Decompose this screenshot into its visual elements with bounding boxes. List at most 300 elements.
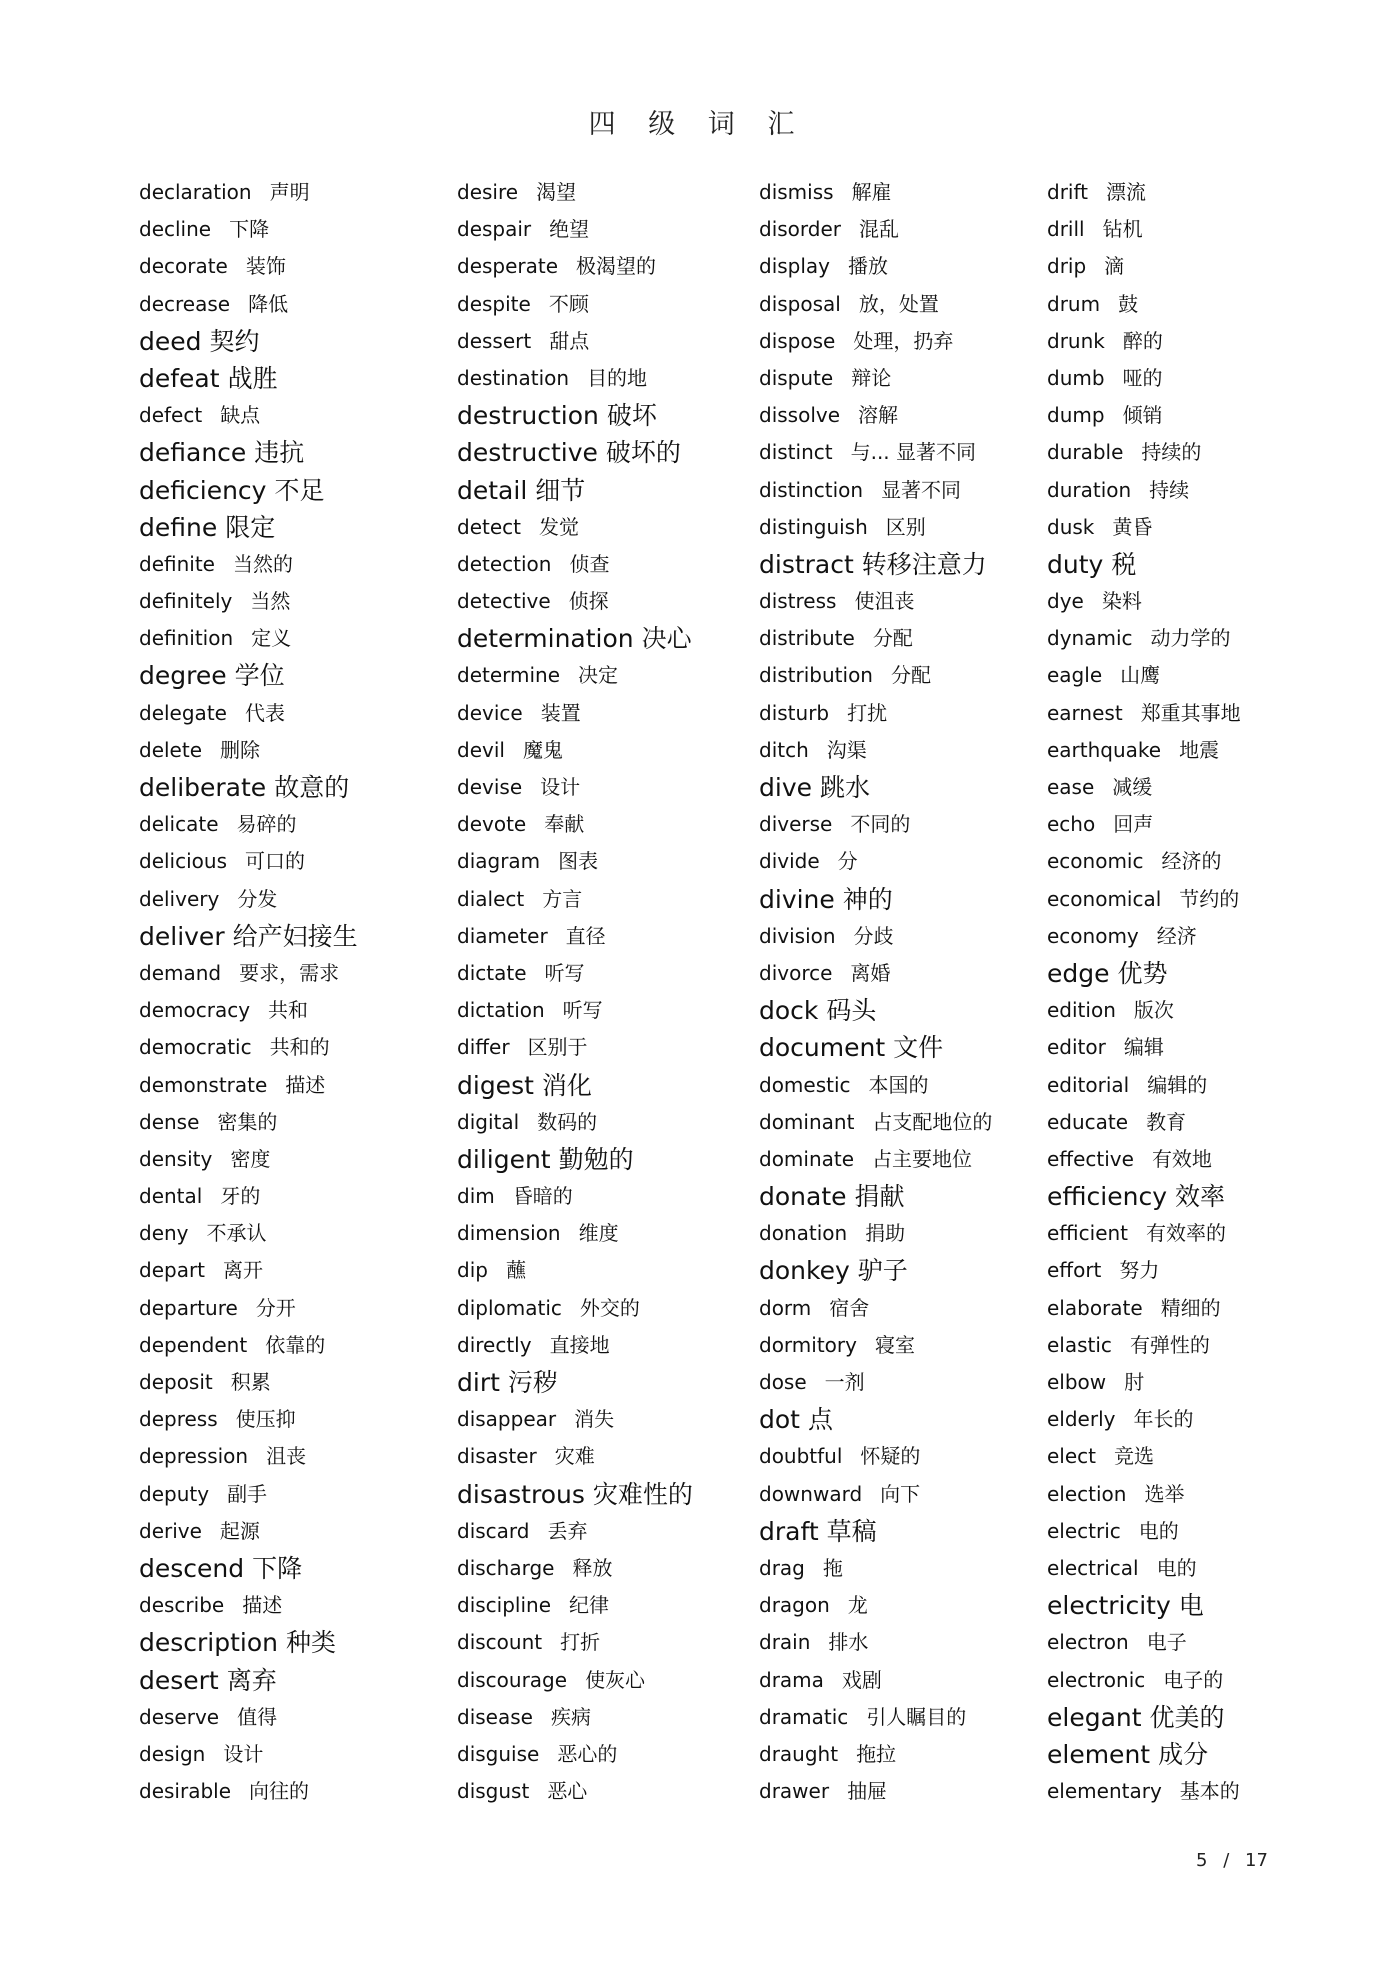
vocab-entry	[139, 248, 358, 285]
vocab-meaning: 决定	[578, 663, 619, 688]
vocab-entry	[139, 881, 358, 918]
vocab-entry	[1047, 992, 1241, 1029]
vocab-entry	[457, 248, 693, 285]
vocab-entry	[139, 360, 358, 397]
vocab-word: distract	[759, 549, 854, 579]
vocab-meaning: 契约	[209, 326, 260, 356]
vocab-word: detective	[457, 589, 551, 614]
vocab-word: deserve	[139, 1704, 220, 1729]
vocab-meaning: 竞选	[1114, 1444, 1155, 1469]
vocab-word: describe	[139, 1593, 225, 1618]
vocab-meaning: 电子的	[1163, 1667, 1224, 1692]
vocab-word: edge	[1047, 958, 1110, 988]
vocab-word: disposal	[759, 291, 841, 316]
vocab-entry	[457, 1141, 693, 1178]
vocab-word: dragon	[759, 1593, 830, 1618]
vocab-meaning: 可口的	[245, 849, 305, 874]
vocab-word: dispute	[759, 365, 834, 390]
vocab-word: deed	[139, 326, 202, 356]
vocab-word: document	[759, 1033, 886, 1063]
vocab-entry	[759, 955, 992, 992]
vocab-meaning: 听写	[544, 960, 585, 985]
vocab-meaning: 漂流	[1106, 180, 1147, 204]
vocab-meaning: 捐助	[865, 1221, 906, 1246]
vocab-entry	[759, 1699, 992, 1736]
vocab-word: depart	[139, 1258, 206, 1283]
vocab-meaning: 滴	[1104, 254, 1125, 279]
vocab-entry	[1047, 881, 1241, 918]
vocab-entry	[457, 509, 693, 546]
vocab-meaning: 基本的	[1179, 1779, 1240, 1804]
vocab-entry	[1047, 657, 1241, 694]
vocab-entry	[457, 769, 693, 806]
vocab-entry	[759, 918, 992, 955]
vocab-word: delicate	[139, 812, 219, 837]
vocab-meaning: 当然	[250, 589, 291, 614]
vocab-entry	[759, 732, 992, 769]
vocab-entry	[759, 1364, 992, 1401]
vocab-word: eagle	[1047, 663, 1103, 688]
vocab-entry	[139, 1699, 358, 1736]
vocab-entry	[457, 1178, 693, 1215]
vocab-word: demand	[139, 960, 222, 985]
vocab-meaning: 种类	[286, 1628, 337, 1658]
vocab-meaning: 经济	[1156, 923, 1197, 948]
vocab-meaning: 拖拉	[856, 1741, 897, 1766]
vocab-meaning: 奉献	[544, 812, 585, 837]
vocab-entry	[139, 1104, 358, 1141]
vocab-meaning: 极渴望的	[576, 254, 657, 279]
vocab-entry	[457, 620, 693, 657]
vocab-word: design	[139, 1741, 206, 1766]
vocab-word: drawer	[759, 1779, 830, 1804]
vocab-entry	[759, 360, 992, 397]
vocab-word: despair	[457, 217, 532, 242]
vocab-meaning: 打折	[560, 1630, 601, 1655]
vocab-meaning: 当然的	[232, 551, 293, 576]
vocab-entry	[759, 881, 992, 918]
vocab-word: dye	[1047, 589, 1084, 614]
vocab-word: educate	[1047, 1109, 1129, 1134]
vocab-entry	[457, 1476, 693, 1513]
vocab-meaning: 甜点	[549, 328, 590, 353]
vocab-entry	[139, 286, 358, 323]
vocab-meaning: 装饰	[245, 254, 286, 279]
vocab-word: drift	[1047, 180, 1089, 204]
vocab-entry	[139, 1327, 358, 1364]
vocab-entry	[457, 1067, 693, 1104]
vocab-word: detect	[457, 514, 521, 539]
vocab-entry	[457, 434, 693, 471]
vocab-word: donation	[759, 1221, 848, 1246]
vocab-word: dispose	[759, 328, 836, 353]
vocab-entry	[457, 843, 693, 880]
vocab-entry	[1047, 1624, 1241, 1661]
vocab-entry	[457, 546, 693, 583]
vocab-meaning: 抽屉	[847, 1779, 888, 1804]
vocab-word: descend	[139, 1553, 245, 1583]
vocab-meaning: 使沮丧	[854, 589, 915, 614]
vocab-word: define	[139, 512, 218, 542]
vocab-meaning: 文件	[893, 1033, 944, 1063]
vocab-meaning: 故意的	[274, 773, 350, 802]
vocab-meaning: 渴望	[536, 180, 577, 204]
vocab-meaning: 减缓	[1112, 775, 1153, 799]
vocab-entry	[759, 620, 992, 657]
vocab-entry	[139, 1476, 358, 1513]
vocab-entry	[1047, 360, 1241, 397]
vocab-entry	[1047, 1587, 1241, 1624]
vocab-entry	[139, 657, 358, 694]
vocab-entry	[457, 583, 693, 620]
vocab-meaning: 离婚	[850, 960, 891, 985]
vocab-meaning: 给产妇接生	[232, 921, 358, 951]
vocab-meaning: 易碎的	[236, 812, 297, 837]
vocab-word: dock	[759, 996, 819, 1026]
vocab-word: derive	[139, 1518, 202, 1543]
vocab-word: dessert	[457, 328, 532, 353]
vocab-entry	[139, 509, 358, 546]
vocab-meaning: 捐献	[854, 1182, 905, 1212]
vocab-entry	[139, 1215, 358, 1252]
vocab-entry	[1047, 1401, 1241, 1438]
vocab-entry	[1047, 1662, 1241, 1699]
vocab-meaning: 方言	[542, 886, 583, 911]
vocab-meaning: 释放	[572, 1555, 613, 1580]
vocab-meaning: 经济的	[1161, 849, 1222, 874]
vocab-word: decrease	[139, 291, 231, 316]
vocab-word: ease	[1047, 775, 1095, 799]
vocab-word: duration	[1047, 477, 1132, 502]
vocab-entry	[139, 1513, 358, 1550]
vocab-entry	[457, 1699, 693, 1736]
vocab-meaning: 寝室	[874, 1332, 915, 1357]
vocab-entry	[1047, 1141, 1241, 1178]
vocab-meaning: 向下	[880, 1481, 921, 1506]
vocab-entry	[759, 211, 992, 248]
vocab-meaning: 值得	[237, 1704, 278, 1729]
vocab-entry	[1047, 1178, 1241, 1215]
vocab-meaning: 共和	[268, 998, 309, 1023]
vocab-word: distinction	[759, 477, 864, 502]
vocab-meaning: 依靠的	[265, 1332, 326, 1357]
vocab-word: display	[759, 254, 831, 279]
vocab-meaning: 听写	[562, 998, 603, 1023]
vocab-entry	[1047, 769, 1241, 806]
vocab-entry	[759, 1252, 992, 1289]
vocab-entry	[759, 1773, 992, 1810]
vocab-word: disease	[457, 1704, 533, 1729]
vocab-word: dismiss	[759, 180, 834, 204]
vocab-meaning: 描述	[242, 1593, 283, 1618]
vocab-word: destructive	[457, 438, 598, 468]
vocab-word: definitely	[139, 589, 233, 614]
vocab-meaning: 教育	[1146, 1109, 1187, 1134]
vocab-entry	[457, 1438, 693, 1475]
vocab-word: dramatic	[759, 1704, 849, 1729]
vocab-word: distinct	[759, 440, 833, 465]
vocab-word: determine	[457, 663, 561, 688]
vocab-word: dense	[139, 1109, 200, 1134]
vocab-word: disgust	[457, 1779, 530, 1804]
vocab-word: delegate	[139, 700, 227, 725]
vocab-meaning: 牙的	[220, 1184, 261, 1209]
vocab-entry	[759, 1327, 992, 1364]
vocab-meaning: 维度	[578, 1221, 619, 1246]
vocab-word: defect	[139, 403, 203, 428]
vocab-meaning: 持续	[1149, 477, 1190, 502]
vocab-word: discipline	[457, 1593, 552, 1618]
vocab-word: dump	[1047, 403, 1105, 428]
vocab-entry	[457, 323, 693, 360]
vocab-word: desert	[139, 1665, 219, 1695]
vocab-entry	[1047, 286, 1241, 323]
vocab-word: device	[457, 700, 523, 725]
vocab-meaning: 回声	[1113, 812, 1154, 837]
vocab-entry	[759, 1141, 992, 1178]
vocab-entry	[457, 1252, 693, 1289]
vocab-word: disaster	[457, 1444, 537, 1469]
vocab-word: drama	[759, 1667, 824, 1692]
vocab-meaning: 打扰	[847, 700, 888, 725]
vocab-entry	[457, 695, 693, 732]
vocab-meaning: 分歧	[853, 923, 894, 948]
vocab-entry	[1047, 1736, 1241, 1773]
vocab-meaning: 有效地	[1151, 1146, 1212, 1171]
vocab-word: elect	[1047, 1444, 1097, 1469]
vocab-entry	[1047, 1104, 1241, 1141]
vocab-word: element	[1047, 1739, 1151, 1769]
vocab-entry	[457, 360, 693, 397]
vocab-entry	[1047, 1029, 1241, 1066]
vocab-entry	[1047, 806, 1241, 843]
vocab-word: dependent	[139, 1332, 248, 1357]
vocab-entry	[1047, 918, 1241, 955]
vocab-meaning: 显著不同	[881, 477, 962, 502]
vocab-meaning: 破坏	[606, 401, 657, 431]
vocab-meaning: 占主要地位	[872, 1146, 973, 1171]
vocab-entry	[1047, 1327, 1241, 1364]
vocab-word: electronic	[1047, 1667, 1146, 1692]
vocab-word: defiance	[139, 438, 247, 468]
vocab-entry	[457, 881, 693, 918]
vocab-meaning: 神的	[842, 884, 893, 914]
vocab-meaning: 定义	[251, 626, 292, 651]
vocab-meaning: 违抗	[254, 438, 305, 468]
vocab-entry	[1047, 1550, 1241, 1587]
vocab-meaning: 分	[837, 849, 858, 874]
vocab-word: drunk	[1047, 328, 1105, 353]
vocab-word: donkey	[759, 1256, 850, 1286]
vocab-word: delete	[139, 737, 203, 762]
vocab-entry	[457, 1215, 693, 1252]
vocab-meaning: 电的	[1156, 1555, 1197, 1580]
vocab-meaning: 跳水	[820, 773, 871, 802]
vocab-entry	[139, 1401, 358, 1438]
vocab-word: disturb	[759, 700, 830, 725]
vocab-meaning: 战胜	[227, 363, 278, 393]
vocab-word: elderly	[1047, 1407, 1116, 1432]
vocab-entry	[457, 1364, 693, 1401]
vocab-meaning: 精细的	[1160, 1295, 1221, 1320]
vocab-entry	[759, 1067, 992, 1104]
vocab-meaning: 删除	[220, 737, 261, 762]
vocab-word: discard	[457, 1518, 530, 1543]
vocab-word: density	[139, 1146, 213, 1171]
vocab-word: electric	[1047, 1518, 1121, 1543]
vocab-meaning: 宿舍	[829, 1295, 870, 1320]
vocab-meaning: 钻机	[1102, 217, 1143, 242]
vocab-entry	[139, 1550, 358, 1587]
vocab-word: dictate	[457, 960, 527, 985]
vocab-entry	[759, 1290, 992, 1327]
vocab-word: degree	[139, 661, 227, 691]
vocab-meaning: 一剂	[824, 1370, 865, 1394]
vocab-word: defeat	[139, 363, 220, 393]
vocab-meaning: 有弹性的	[1129, 1332, 1210, 1357]
vocab-meaning: 设计	[540, 775, 581, 799]
vocab-entry	[759, 434, 992, 471]
vocab-word: diplomatic	[457, 1295, 562, 1320]
vocab-meaning: 肘	[1124, 1370, 1145, 1394]
vocab-meaning: 直接地	[549, 1332, 610, 1357]
vocab-entry	[457, 472, 693, 509]
vocab-entry	[457, 286, 693, 323]
vocab-word: duty	[1047, 549, 1104, 579]
vocab-entry	[457, 806, 693, 843]
vocab-entry	[139, 434, 358, 471]
vocab-meaning: 侦探	[568, 589, 609, 614]
vocab-entry	[139, 1587, 358, 1624]
vocab-meaning: 代表	[244, 700, 285, 725]
vocab-meaning: 图表	[558, 849, 599, 874]
vocab-entry	[1047, 1476, 1241, 1513]
vocab-meaning: 使灰心	[585, 1667, 646, 1692]
vocab-entry	[139, 695, 358, 732]
vocab-meaning: 地震	[1179, 737, 1220, 762]
vocab-meaning: 优美的	[1149, 1702, 1225, 1732]
vocab-meaning: 不足	[274, 475, 325, 505]
vocab-meaning: 倾销	[1122, 403, 1163, 428]
vocab-word: dissolve	[759, 403, 841, 428]
vocab-entry	[1047, 1252, 1241, 1289]
vocab-meaning: 要求，需求	[239, 960, 340, 985]
vocab-word: dusk	[1047, 514, 1095, 539]
vocab-entry	[139, 1438, 358, 1475]
vocab-meaning: 不同的	[850, 812, 911, 837]
vocab-meaning: 动力学的	[1150, 626, 1231, 651]
vocab-meaning: 郑重其事地	[1140, 700, 1241, 725]
vocab-meaning: 消化	[541, 1070, 592, 1100]
vocab-entry	[139, 955, 358, 992]
vocab-word: discharge	[457, 1555, 555, 1580]
vocab-entry	[1047, 472, 1241, 509]
vocab-meaning: 向往的	[249, 1779, 310, 1804]
vocab-entry	[759, 1401, 992, 1438]
vocab-word: definition	[139, 626, 234, 651]
vocab-meaning: 缺点	[220, 403, 261, 428]
vocab-entry	[759, 1104, 992, 1141]
vocab-meaning: 离弃	[226, 1665, 277, 1695]
vocab-meaning: 节约的	[1179, 886, 1240, 911]
vocab-meaning: 引人瞩目的	[866, 1704, 967, 1729]
vocab-meaning: 驴子	[857, 1256, 908, 1286]
vocab-meaning: 有效率的	[1146, 1221, 1227, 1246]
vocab-word: dose	[759, 1370, 807, 1394]
vocab-word: economic	[1047, 849, 1144, 874]
vocab-meaning: 消失	[574, 1407, 615, 1432]
vocab-entry	[1047, 434, 1241, 471]
vocab-meaning: 分发	[237, 886, 278, 911]
vocab-entry	[1047, 1364, 1241, 1401]
vocab-meaning: 学位	[234, 661, 285, 691]
vocab-word: disappear	[457, 1407, 557, 1432]
vocab-entry	[759, 1476, 992, 1513]
vocab-meaning: 昏暗的	[512, 1184, 573, 1209]
vocab-word: deficiency	[139, 475, 267, 505]
vocab-meaning: 勤勉的	[558, 1144, 634, 1174]
vocab-entry	[457, 397, 693, 434]
vocab-meaning: 分配	[890, 663, 931, 688]
vocab-entry	[759, 1029, 992, 1066]
vocab-word: dot	[759, 1405, 800, 1435]
vocab-entry	[139, 472, 358, 509]
vocab-entry	[139, 620, 358, 657]
vocab-entry	[457, 1773, 693, 1810]
vocab-meaning: 怀疑的	[860, 1444, 921, 1469]
vocab-word: distribution	[759, 663, 873, 688]
vocab-meaning: 起源	[219, 1518, 260, 1543]
vocab-word: desire	[457, 180, 519, 204]
vocab-word: discount	[457, 1630, 543, 1655]
vocab-entry	[1047, 174, 1241, 211]
vocab-meaning: 绝望	[549, 217, 590, 242]
vocab-word: democratic	[139, 1035, 252, 1060]
vocab-word: detail	[457, 475, 528, 505]
vocab-entry	[759, 509, 992, 546]
vocab-word: directly	[457, 1332, 532, 1357]
vocab-word: deposit	[139, 1370, 213, 1394]
vocab-meaning: 发觉	[538, 514, 579, 539]
vocab-word: delicious	[139, 849, 227, 874]
vocab-word: dormitory	[759, 1332, 857, 1357]
vocab-meaning: 降低	[248, 291, 289, 316]
vocab-entry	[139, 174, 358, 211]
vocab-word: dialect	[457, 886, 525, 911]
vocab-word: dictation	[457, 998, 545, 1023]
vocab-meaning: 努力	[1119, 1258, 1160, 1283]
vocab-entry	[1047, 583, 1241, 620]
vocab-meaning: 直径	[565, 923, 606, 948]
vocab-word: elastic	[1047, 1332, 1112, 1357]
vocab-entry	[1047, 1699, 1241, 1736]
vocab-entry	[139, 397, 358, 434]
vocab-entry	[1047, 695, 1241, 732]
vocab-entry	[139, 1364, 358, 1401]
vocab-word: destination	[457, 365, 570, 390]
vocab-word: diligent	[457, 1144, 551, 1174]
page-number	[1196, 1850, 1268, 1871]
vocab-word: echo	[1047, 812, 1096, 837]
vocab-entry	[1047, 1067, 1241, 1104]
vocab-word: detection	[457, 551, 552, 576]
vocab-entry	[139, 992, 358, 1029]
vocab-meaning: 目的地	[587, 365, 648, 390]
vocab-meaning: 溶解	[858, 403, 899, 428]
vocab-word: elaborate	[1047, 1295, 1143, 1320]
vocab-entry	[1047, 955, 1241, 992]
vocab-word: editorial	[1047, 1072, 1130, 1097]
